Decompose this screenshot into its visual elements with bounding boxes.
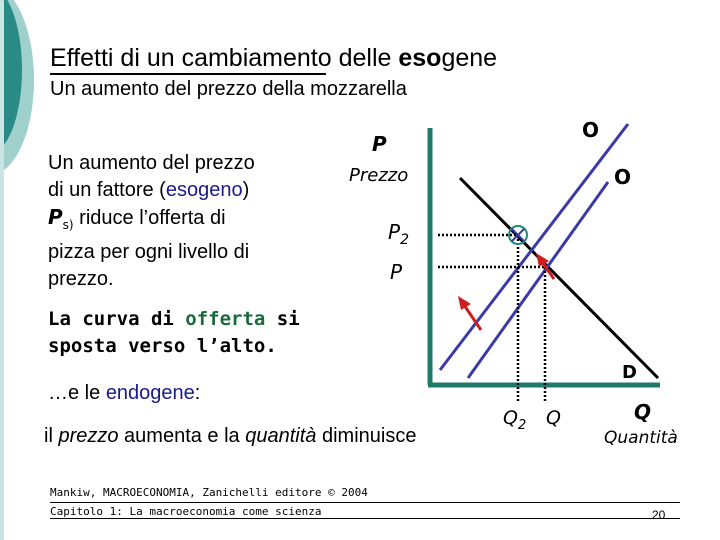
supply-curve-original	[468, 182, 608, 378]
title-text-1: Effetti di un cambiamento delle	[50, 44, 399, 72]
endo-word: endogene	[105, 382, 195, 404]
statement-line-2: sposta verso l’alto.	[48, 335, 277, 357]
p2-sub: 2	[400, 232, 409, 248]
statement-part-2: si	[265, 308, 300, 330]
supply-shifted-label: O	[582, 118, 600, 142]
q2-letter: Q	[503, 407, 518, 429]
shift-arrow-left	[458, 296, 481, 330]
result-part-1: il	[44, 425, 59, 447]
result-price-word: prezzo	[58, 425, 119, 447]
endo-part-2: :	[194, 382, 201, 404]
supply-curve-shifted	[440, 124, 628, 370]
p2-label	[388, 220, 409, 248]
para-line-5: prezzo.	[48, 268, 114, 290]
title-text-2: gene	[441, 44, 498, 72]
q2-sub: 2	[517, 417, 527, 433]
x-axis-symbol: Q	[634, 400, 652, 424]
statement-supply-word: offerta	[185, 308, 266, 330]
p-label: P	[390, 260, 403, 284]
demand-label: D	[622, 362, 637, 383]
result-part-2: aumenta e la	[118, 425, 246, 447]
q-label: Q	[546, 407, 561, 429]
title-text-bold: eso	[398, 44, 442, 72]
supply-original-label: O	[614, 165, 632, 189]
footer-divider-top	[50, 502, 680, 503]
result-part-3: diminuisce	[316, 425, 417, 447]
footer-chapter: Capitolo 1: La macroeconomia come scienza	[50, 505, 322, 518]
footer-citation: Mankiw, MACROECONOMIA, Zanichelli editore © 2004	[50, 486, 368, 499]
para-line-4: pizza per ogni livello di	[48, 241, 250, 263]
y-axis-symbol: P	[372, 132, 387, 156]
endo-part-1: …e le	[48, 382, 106, 404]
p2-letter: P	[388, 220, 401, 244]
result-quantity-word: quantità	[245, 425, 317, 447]
statement-part-1: La curva di	[48, 308, 186, 330]
para-line-2c: )	[242, 179, 250, 201]
x-axis-label: Quantità	[604, 428, 678, 448]
footer-divider-bottom	[50, 518, 680, 519]
para-line-1: Un aumento del prezzo	[48, 152, 255, 174]
para-ps-sub: s)	[62, 218, 74, 232]
page-number: 20	[652, 508, 666, 522]
q2-label	[503, 407, 526, 433]
y-axis-label: Prezzo	[349, 165, 409, 186]
para-line-3: riduce l’offerta di	[73, 207, 226, 229]
para-ps-letter: P	[48, 205, 63, 229]
para-exogenous-word: esogeno	[165, 179, 243, 201]
page-subtitle: Un aumento del prezzo della mozzarella	[50, 78, 407, 100]
para-line-2a: di un fattore (	[48, 179, 166, 201]
shift-arrow-left-head	[458, 296, 471, 310]
